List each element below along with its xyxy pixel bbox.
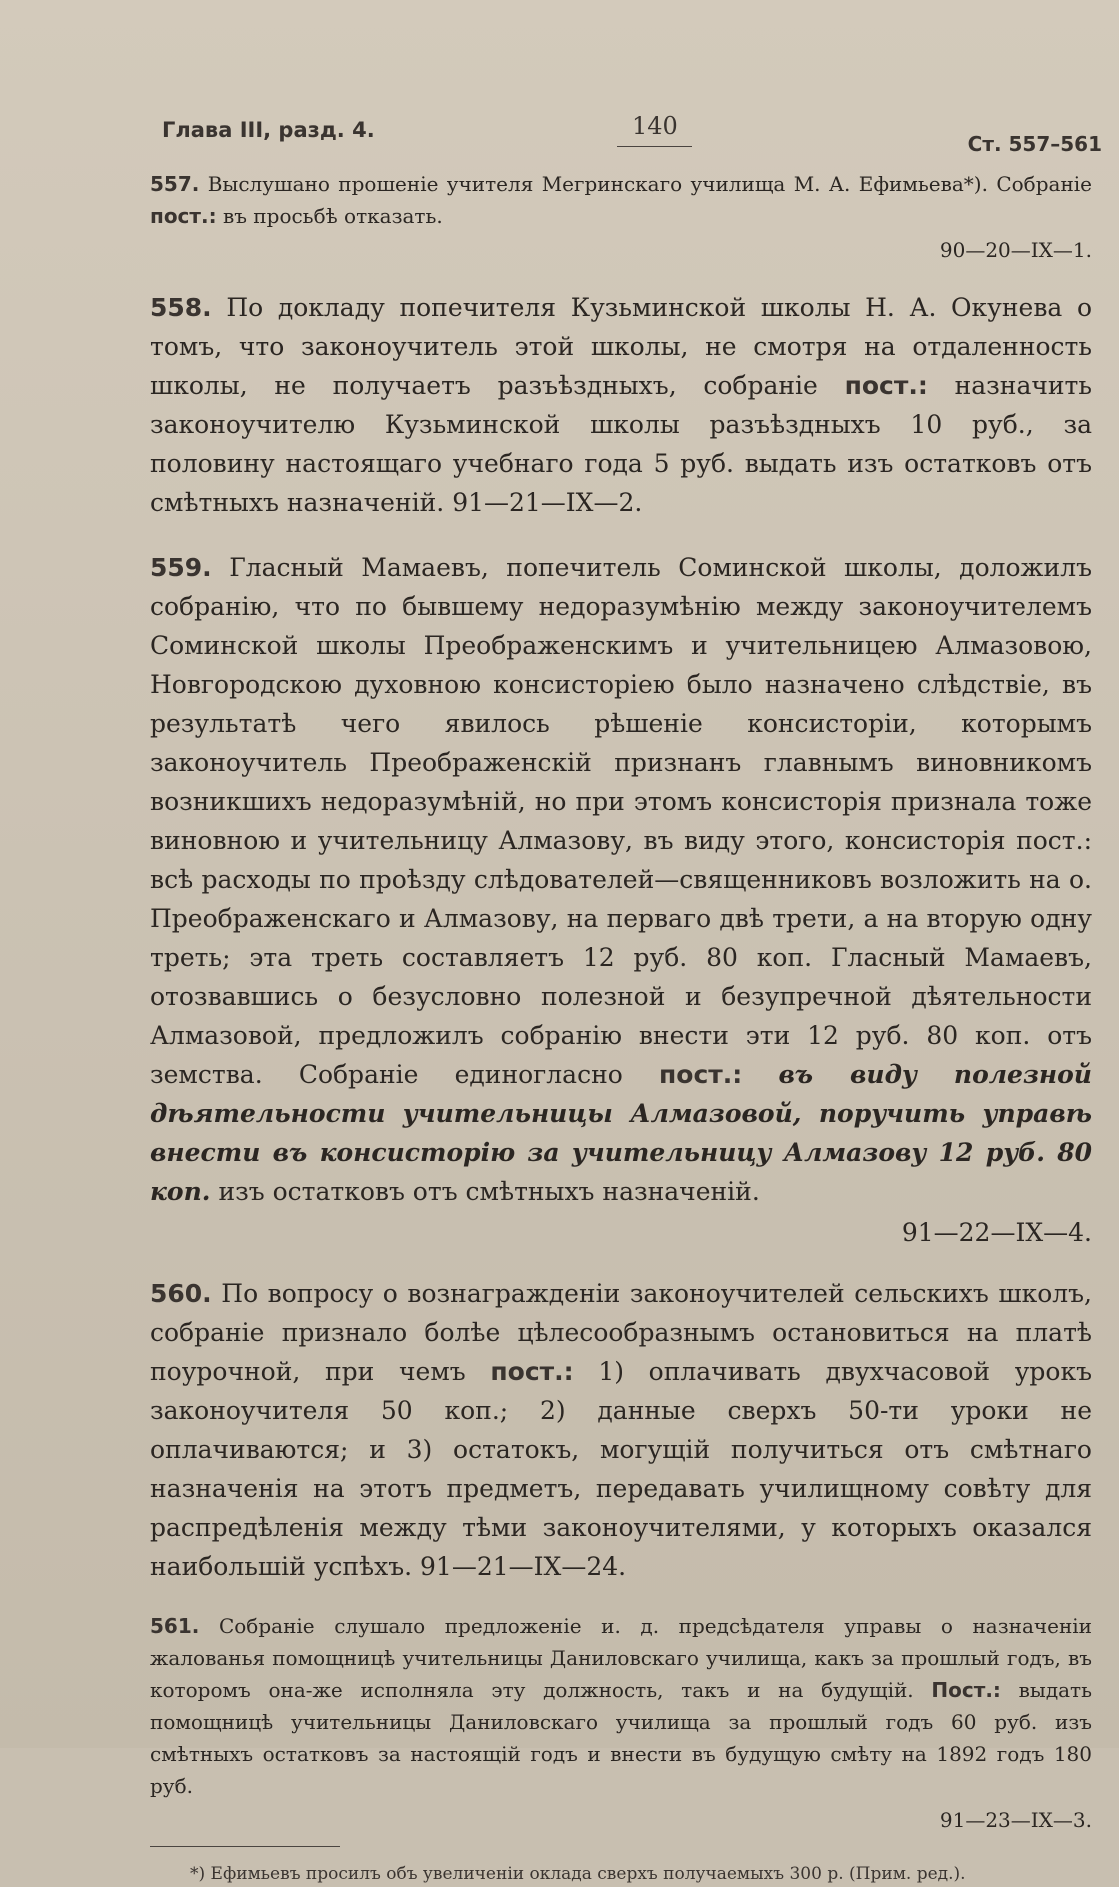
journal-reference: 91—21—IX—24. [420, 1552, 627, 1581]
resolution-text: изъ остатковъ отъ смѣтныхъ назначеній. [218, 1177, 760, 1206]
article-text: По докладу попечителя Кузьминской школы Н. А. Окунева о томъ, что законоучитель этой школы, не смотря на отдаленность школы, не получаетъ разъѣздныхъ, собраніе [150, 293, 1092, 400]
footnote-divider [150, 1846, 340, 1847]
article-number: 557. [150, 172, 200, 196]
resolution-text: 1) оплачивать двухчасовой урокъ законоучителя 50 коп.; 2) данные сверхъ 50-ти уроки не оплачиваются; и 3) остатокъ, могущій получиться отъ смѣтнаго назначенія на этотъ предметъ, передавать училищному совѣту для распредѣленія между тѣми законоучителями, у которыхъ оказался наибольшій успѣхъ. [150, 1357, 1092, 1581]
article-number: 561. [150, 1614, 200, 1638]
article-561 [150, 1610, 1092, 1836]
article-range: Ст. 557–561 [967, 132, 1102, 156]
chapter-heading: Глава III, разд. 4. [162, 118, 375, 142]
journal-reference: 91—23—IX—3. [939, 1808, 1092, 1832]
resolution-label: пост.: [659, 1060, 743, 1089]
resolution-italic-text: въ виду полезной дѣятельности учительницы Алмазовой, поручить управѣ внести въ консисторію за учительницу Алмазову 12 руб. 80 коп. [150, 1060, 1092, 1206]
article-text: Собраніе слушало предложеніе и. д. предсѣдателя управы о назначеніи жалованья помощницѣ учительницы Даниловскаго училища, какъ за прошлый годъ, въ которомъ она-же исполняла эту должность, такъ и на будущій. [150, 1614, 1092, 1702]
resolution-label: пост.: [150, 204, 217, 228]
page-body [150, 168, 1092, 1887]
resolution-label: пост.: [490, 1357, 574, 1386]
page-header [162, 112, 1102, 162]
journal-reference: 91—22—IX—4. [901, 1218, 1092, 1247]
page-number: 140 [632, 112, 678, 140]
article-559 [150, 548, 1092, 1252]
article-560 [150, 1274, 1092, 1586]
article-text: Гласный Мамаевъ, попечитель Соминской школы, доложилъ собранію, что по бывшему недоразумѣнію между законоучителемъ Соминской школы Преображенскимъ и учительницею Алмазовою, Новгородскою духовною консисторіею было назначено слѣдствіе, въ результатѣ чего явилось рѣшеніе консисторіи, которымъ законоучитель Преображенскій признанъ главнымъ виновникомъ возникшихъ недоразумѣній, но при этомъ консисторія признала тоже виновною и учительницу Алмазову, въ виду этого, консисторія пост.: всѣ расходы по проѣзду слѣдователей—священниковъ возложить на о. Преображенскаго и Алмазову, на перваго двѣ трети, а на вторую одну треть; эта треть составляетъ 12 руб. 80 коп. Гласный Мамаевъ, отозвавшись о безусловно полезной и безупречной дѣятельности Алмазовой, предложилъ собранію внести эти 12 руб. 80 коп. отъ земства. Собраніе единогласно [150, 553, 1092, 1089]
article-number: 559. [150, 553, 212, 582]
journal-reference: 90—20—IX—1. [939, 238, 1092, 262]
journal-reference: 91—21—IX—2. [452, 488, 643, 517]
page-number-rule [617, 146, 692, 147]
article-number: 558. [150, 293, 212, 322]
article-number: 560. [150, 1279, 212, 1308]
footnote: *) Ефимьевъ просилъ объ увеличеніи оклада сверхъ получаемыхъ 300 р. (Прим. ред.). [190, 1864, 966, 1884]
resolution-text: въ просьбѣ отказать. [222, 204, 443, 228]
article-557 [150, 168, 1092, 266]
resolution-text: выдать помощницѣ учительницы Даниловскаго училища за прошлый годъ 60 руб. изъ смѣтныхъ остатковъ за настоящій годъ и внести въ будущую смѣту на 1892 годъ 180 руб. [150, 1678, 1093, 1798]
resolution-label: Пост.: [931, 1678, 1001, 1702]
article-text: По вопросу о вознагражденіи законоучителей сельскихъ школъ, собраніе признало болѣе цѣлесообразнымъ остановиться на платѣ поурочной, при чемъ [150, 1279, 1092, 1386]
article-558 [150, 288, 1092, 522]
article-text: Выслушано прошеніе учителя Мегринскаго училища М. А. Ефимьева*). Собраніе [207, 172, 1093, 196]
resolution-label: пост.: [844, 371, 928, 400]
resolution-text: назначить законоучителю Кузьминской школы разъѣздныхъ 10 руб., за половину настоящаго учебнаго года 5 руб. выдать изъ остатковъ отъ смѣтныхъ назначеній. [150, 371, 1092, 517]
